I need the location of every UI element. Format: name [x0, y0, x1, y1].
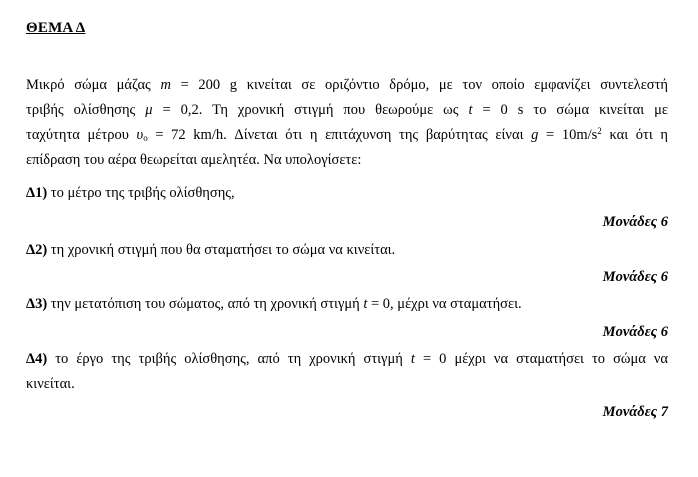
question-text: την μετατόπιση του σώματος, από τη χρονική στιγμή — [47, 296, 364, 312]
statement-text: = 0,2. Τη χρονική στιγμή που θεωρούμε ως — [152, 102, 469, 118]
statement-text: και ότι η — [601, 127, 668, 143]
exponent: 2 — [597, 126, 602, 136]
statement-line-1 — [26, 73, 668, 98]
question-d4-line-1 — [26, 347, 668, 372]
question-label: Δ3) — [26, 296, 48, 312]
statement-text: = 10m/s — [538, 127, 598, 143]
problem-statement — [26, 73, 668, 173]
question-text: = 0 μέχρι να σταματήσει το σώμα να — [414, 351, 669, 367]
friction-coefficient-symbol: μ — [145, 102, 153, 118]
question-text: = 0, μέχρι να σταματήσει. — [367, 296, 522, 312]
gravity-symbol: g — [531, 127, 539, 143]
statement-text: = 200 g κινείται σε οριζόντιο δρόμο, με τον οποίο εμφανίζει συντελεστή — [170, 77, 669, 93]
time-symbol: t — [410, 351, 415, 367]
statement-text: = 0 s το σώμα κινείται με — [472, 102, 668, 118]
marks-d2: Μονάδες 6 — [602, 269, 668, 285]
statement-text: τριβής ολίσθησης — [26, 102, 146, 118]
question-label: Δ4) — [26, 351, 48, 367]
statement-line-4: επίδραση του αέρα θεωρείται αμελητέα. Να υπολογίσετε: — [26, 152, 362, 168]
velocity-subscript: o — [143, 133, 148, 143]
question-d1 — [26, 181, 668, 206]
statement-text: Μικρό σώμα μάζας — [26, 77, 161, 93]
question-d3 — [26, 292, 668, 317]
question-d4-line-2: κινείται. — [26, 376, 75, 392]
statement-text: = 72 km/h. Δίνεται ότι η επιτάχυνση της βαρύτητας είναι — [147, 127, 532, 143]
marks-d1: Μονάδες 6 — [602, 214, 668, 230]
question-label: Δ1) — [26, 185, 48, 201]
time-symbol: t — [468, 102, 473, 118]
marks-d4: Μονάδες 7 — [602, 404, 668, 420]
section-heading: ΘΕΜΑ Δ — [26, 20, 86, 36]
mass-symbol: m — [160, 77, 171, 93]
question-d2 — [26, 238, 668, 263]
time-symbol: t — [363, 296, 368, 312]
question-text: το μέτρο της τριβής ολίσθησης, — [47, 185, 235, 201]
velocity-symbol: υ — [136, 127, 144, 143]
question-text: τη χρονική στιγμή που θα σταματήσει το σώμα να κινείται. — [47, 242, 396, 258]
statement-line-2 — [26, 98, 668, 123]
question-text: το έργο της τριβής ολίσθησης, από τη χρονική στιγμή — [47, 351, 411, 367]
question-label: Δ2) — [26, 242, 48, 258]
marks-d3: Μονάδες 6 — [602, 324, 668, 340]
question-d4 — [26, 347, 668, 397]
statement-text: ταχύτητα μέτρου — [26, 127, 137, 143]
statement-line-3 — [26, 123, 668, 148]
